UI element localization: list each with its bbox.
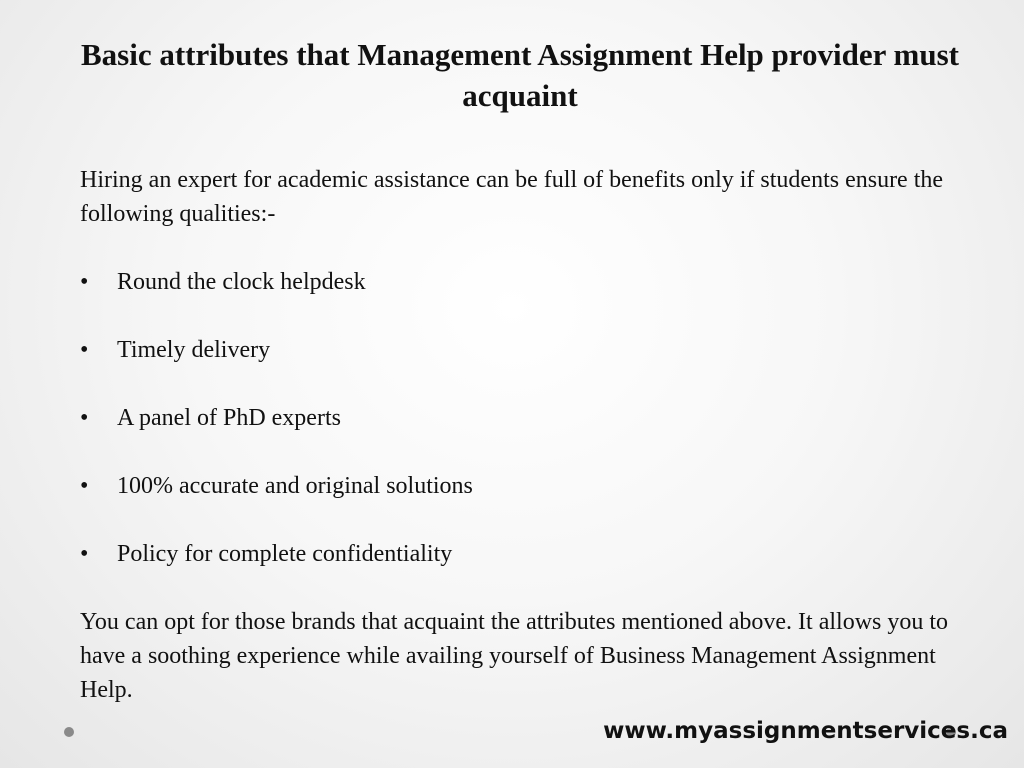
list-item-text: A panel of PhD experts xyxy=(117,405,341,431)
list-item xyxy=(80,401,960,435)
list-item-text: 100% accurate and original solutions xyxy=(117,473,473,499)
list-item xyxy=(80,537,960,571)
closing-paragraph: You can opt for those brands that acquaint the attributes mentioned above. It allows you to have a soothing experience while availing yourself of Business Management Assignment Help. xyxy=(80,609,949,703)
bullet-icon: • xyxy=(80,405,89,431)
list-item-text: Timely delivery xyxy=(117,337,271,363)
intro-paragraph: Hiring an expert for academic assistance can be full of benefits only if students ensure the following qualities:- xyxy=(80,167,944,227)
list-item xyxy=(80,469,960,503)
bullet-icon: • xyxy=(80,473,89,499)
footer-website-link[interactable]: www.myassignmentservices.ca xyxy=(603,718,1008,744)
bullet-icon: • xyxy=(80,269,89,295)
slide-title: Basic attributes that Management Assignment Help provider must acquaint xyxy=(80,37,960,113)
left-decoration-dot-icon xyxy=(64,727,74,737)
bullet-icon: • xyxy=(80,541,89,567)
list-item xyxy=(80,265,960,299)
qualities-list xyxy=(80,265,960,571)
list-item-text: Policy for complete confidentiality xyxy=(117,541,453,567)
list-item-text: Round the clock helpdesk xyxy=(117,269,366,295)
bullet-icon: • xyxy=(80,337,89,363)
slide-content xyxy=(80,163,960,707)
list-item xyxy=(80,333,960,367)
